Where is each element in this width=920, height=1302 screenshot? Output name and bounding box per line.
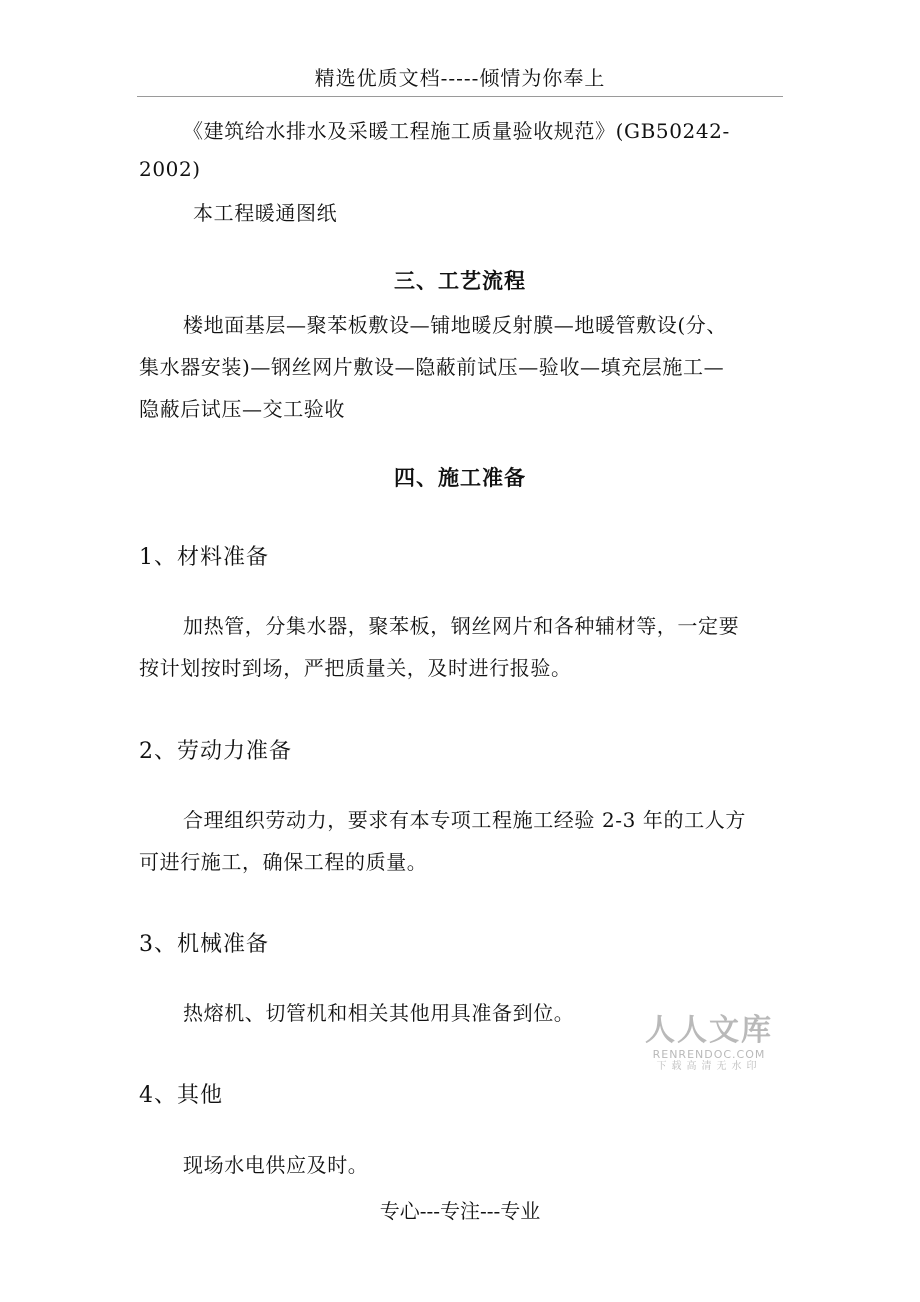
materials-line-2: 按计划按时到场，严把质量关，及时进行报验。 <box>139 656 572 680</box>
reference-line-2: 2002) <box>139 157 201 181</box>
reference-line-1: 《建筑给水排水及采暖工程施工质量验收规范》(GB50242- <box>183 119 730 143</box>
process-line-2: 集水器安装)—钢丝网片敷设—隐蔽前试压—验收—填充层施工— <box>139 355 725 379</box>
process-line-1: 楼地面基层—聚苯板敷设—铺地暖反射膜—地暖管敷设(分、 <box>183 313 728 337</box>
page-footer: 专心---专注---专业 <box>379 1199 541 1223</box>
section-3-title: 三、工艺流程 <box>394 268 526 293</box>
item-heading-materials: 1、材料准备 <box>139 545 269 570</box>
labor-line-2: 可进行施工，确保工程的质量。 <box>139 850 428 874</box>
page-header: 精选优质文档-----倾情为你奉上 <box>137 64 783 97</box>
machinery-line-1: 热熔机、切管机和相关其他用具准备到位。 <box>183 1001 575 1025</box>
watermark-url: RENRENDOC.COM <box>652 1048 766 1061</box>
other-line-1: 现场水电供应及时。 <box>183 1153 369 1177</box>
labor-line-1: 合理组织劳动力，要求有本专项工程施工经验 2-3 年的工人方 <box>183 808 746 832</box>
materials-line-1: 加热管，分集水器，聚苯板，钢丝网片和各种辅材等，一定要 <box>183 614 740 638</box>
section-4-title: 四、施工准备 <box>394 465 526 490</box>
item-heading-machinery: 3、机械准备 <box>139 932 269 957</box>
watermark-title: 人人文库 <box>645 1013 773 1048</box>
reference-line-3: 本工程暖通图纸 <box>193 201 338 225</box>
item-heading-labor: 2、劳动力准备 <box>139 739 292 764</box>
process-line-3: 隐蔽后试压—交工验收 <box>139 397 345 421</box>
watermark-slogan: 下载高清无水印 <box>656 1061 762 1072</box>
watermark <box>644 1014 774 1073</box>
item-heading-other: 4、其他 <box>139 1083 223 1108</box>
